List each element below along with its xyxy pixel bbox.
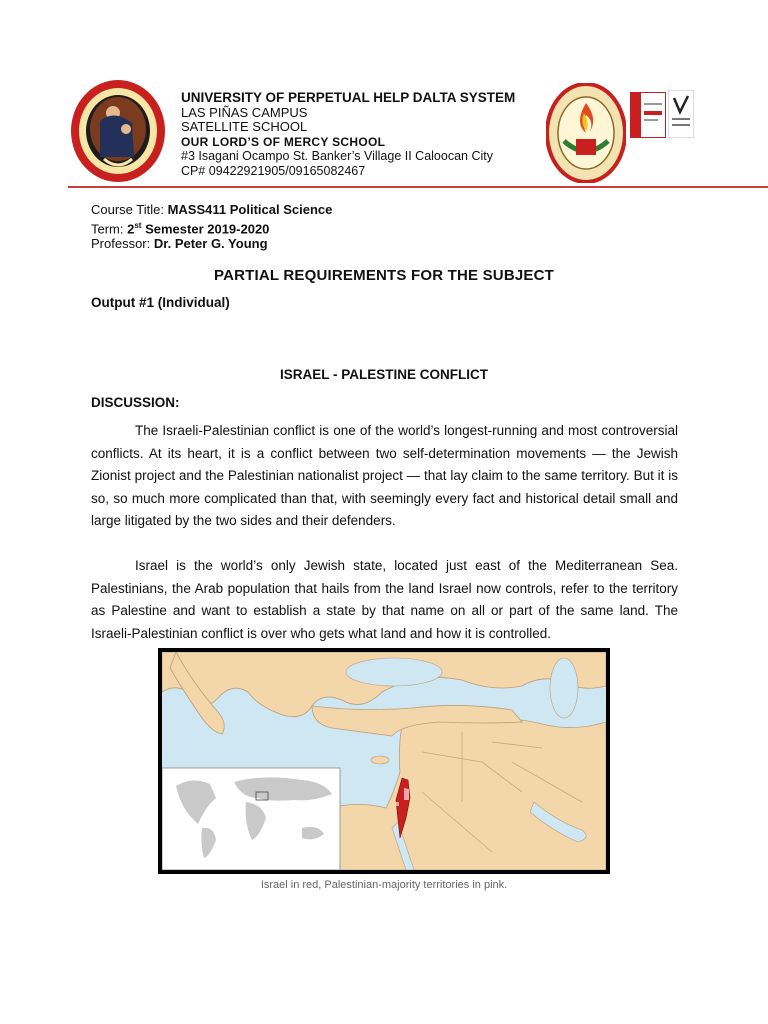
satellite-label: SATELLITE SCHOOL <box>181 119 308 134</box>
school-header <box>181 91 515 178</box>
header-divider <box>68 186 768 188</box>
course-info <box>91 202 332 252</box>
map-caption: Israel in red, Palestinian-majority territories in pink. <box>260 879 508 891</box>
map-figure <box>158 648 610 874</box>
course-title-line <box>91 202 332 218</box>
term-rest: Semester 2019-2020 <box>141 220 270 236</box>
accreditation-logo <box>668 90 694 138</box>
document-title: PARTIAL REQUIREMENTS FOR THE SUBJECT <box>214 267 554 284</box>
campus-name: LAS PIÑAS CAMPUS <box>181 104 308 120</box>
topic-title: ISRAEL - PALESTINE CONFLICT <box>279 367 488 382</box>
school-phone: CP# 09422921905/09165082467 <box>181 163 366 178</box>
professor-label: Professor: <box>91 236 154 252</box>
school-address: #3 Isagani Ocampo St. Banker’s Village II Caloocan City <box>181 149 493 163</box>
professor-line <box>91 236 332 252</box>
term-label: Term: <box>91 220 128 236</box>
university-name: UNIVERSITY OF PERPETUAL HELP DALTA SYSTEM <box>181 90 516 105</box>
professor-name: Dr. Peter G. Young <box>153 236 268 252</box>
gaza-region <box>396 802 399 806</box>
west-bank-region <box>404 788 409 800</box>
university-seal-logo <box>70 79 166 183</box>
paragraph-1: The Israeli-Palestinian conflict is one of the world’s longest-running and most controversial conflicts. At its heart, it is a conflict between two self-determination movements — the Jewish Zionist project and the Palestinian nationalist project — that lay claim to the same territory. But it is so, so much more complicated than that, with seemingly every fact and historical detail small and large litigated by the two sides and their defenders. <box>91 423 678 529</box>
term-number: 2 <box>127 220 135 236</box>
paragraph-2: Israel is the world’s only Jewish state, located just east of the Mediterranean Sea. Palestinians, the Arab population that hails from the land Israel now controls, refer to the territory as Palestine and want to establish a state by that name on all or part of the same land. The Israeli-Palestinian conflict is over who gets what land and how it is controlled. <box>91 558 678 641</box>
discussion-heading: DISCUSSION: <box>91 395 180 410</box>
middle-east-map <box>162 652 606 870</box>
output-label: Output #1 (Individual) <box>91 295 230 310</box>
course-title-value: MASS411 Political Science <box>167 202 333 217</box>
term-suffix: st <box>134 220 142 230</box>
school-seal-logo <box>546 83 626 183</box>
certification-logo <box>630 92 666 138</box>
course-title-label: Course Title: <box>91 202 168 217</box>
school-name: OUR LORD’S OF MERCY SCHOOL <box>181 134 386 149</box>
term-line <box>91 218 332 237</box>
